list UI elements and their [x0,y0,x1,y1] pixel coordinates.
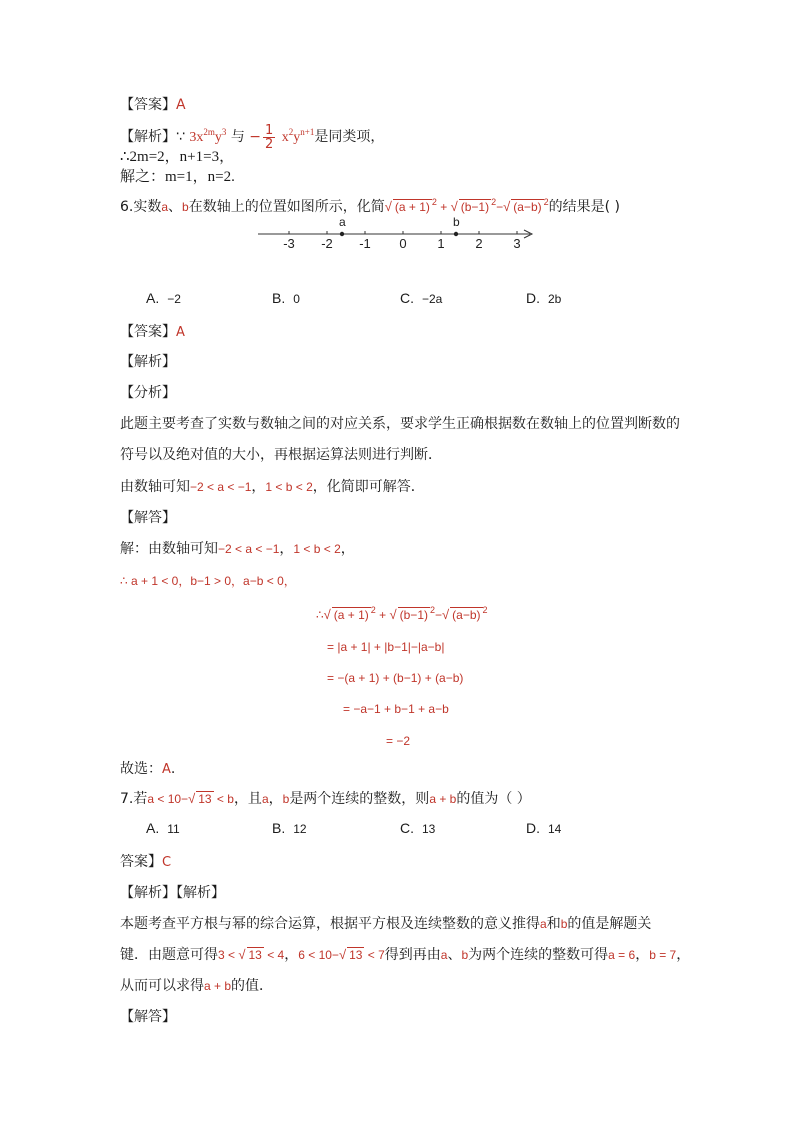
point-b-label: b [453,215,460,229]
term-2: $x^2y^{n+1}$ [281,127,315,145]
option-a: A. −2 [146,290,181,306]
minus-sign: − [249,129,262,145]
fenxi-text-3: 由数轴可知−2 < a < −1，1 < b < 2，化简即可解答． [120,479,425,495]
choose-line: 故选：A. [120,761,176,777]
axis-tick-label: -3 [283,236,295,251]
fraction-half: $\frac{1}{2}$ [265,122,274,152]
jieda-label: 【解答】 [120,510,176,526]
step-4: = −2 [386,734,411,748]
answer-line-3: 答案】C [120,854,172,870]
answer-value: A [176,97,186,113]
same-type-text: 是同类项， [314,129,385,145]
option-a: A. 11 [146,820,180,836]
question-7: 7.若a < 10−√ 13 < b，且a，b是两个连续的整数，则a + b的值为（ ） [120,791,531,807]
answer-line-1 [120,95,186,115]
point-a [340,232,344,236]
answer-line-2: 【答案】A [120,324,185,340]
jie-line: 解：由数轴可知−2 < a < −1，1 < b < 2， [120,541,355,557]
point-b [454,232,458,236]
analysis-label-3: 【解析】【解析】 [120,885,225,901]
step-0: ∴√ (a + 1) $^2$ + √ (b−1) $^2$−√ (a−b) $^2$ [316,605,488,622]
step-3: = −a−1 + b−1 + a−b [343,702,449,716]
option-c: C. 13 [400,820,436,836]
point-a-label: a [339,215,346,229]
axis-tick-label: -1 [359,236,371,251]
paragraph-3-line-3: 从而可以求得a + b的值． [120,978,274,994]
number-line [250,212,540,254]
option-d: D. 14 [526,820,562,836]
axis-tick-label: 2 [475,236,483,251]
axis-tick-label: 1 [437,236,445,251]
answer-label: 【答案】 [120,97,176,113]
axis-tick-label: 3 [513,236,521,251]
option-b: B. 12 [272,820,307,836]
axis-tick-label: 0 [399,236,407,251]
fenxi-text-1: 此题主要考查了实数与数轴之间的对应关系，要求学生正确根据数在数轴上的位置判断数的 [120,416,680,432]
fenxi-text-2: 符号以及绝对值的大小，再根据运算法则进行判断． [120,447,442,463]
step-2: = −(a + 1) + (b−1) + (a−b) [327,671,464,685]
with-text: 与 [230,129,245,145]
sqrt-expression: √ (a + 1) $^2$ + √ (b−1) $^2$−√ (a−b) $^2$ [384,197,549,214]
therefore-line: ∴2m=2，n+1=3， [120,149,235,165]
jieda-label-2: 【解答】 [120,1009,176,1025]
axis-tick-label: -2 [321,236,333,251]
question-6: 6.实数a、b在数轴上的位置如图所示，化简√ (a + 1) $^2$ + √ (b−1) $^2$−√ (a−b) $^2$的结果是( ) [120,197,621,215]
paragraph-3-line-1: 本题考查平方根与幂的综合运算，根据平方根及连续整数的意义推得a和b的值是解题关 [120,916,652,932]
option-d: D. 2b [526,290,562,306]
signs-line: ∴ a + 1 < 0，b−1 > 0，a−b < 0， [120,574,296,588]
paragraph-3-line-2: 键．由题意可得3 < √ 13 < 4，6 < 10−√ 13 < 7得到再由a、b为两个连续的整数可得a = 6，b = 7， [120,947,691,963]
solve-line: 解之：m=1，n=2. [120,169,235,185]
option-b: B. 0 [272,290,300,306]
fenxi-label: 【分析】 [120,385,176,401]
analysis-label-2: 【解析】 [120,354,176,370]
analysis-label: 【解析】 [120,129,176,145]
step-1: = |a + 1| + |b−1|−|a−b| [327,640,445,654]
because-symbol: ∵ [176,129,185,145]
term-1: $3x^{2m}y^3$ [189,127,227,145]
option-c: C. −2a [400,290,443,306]
